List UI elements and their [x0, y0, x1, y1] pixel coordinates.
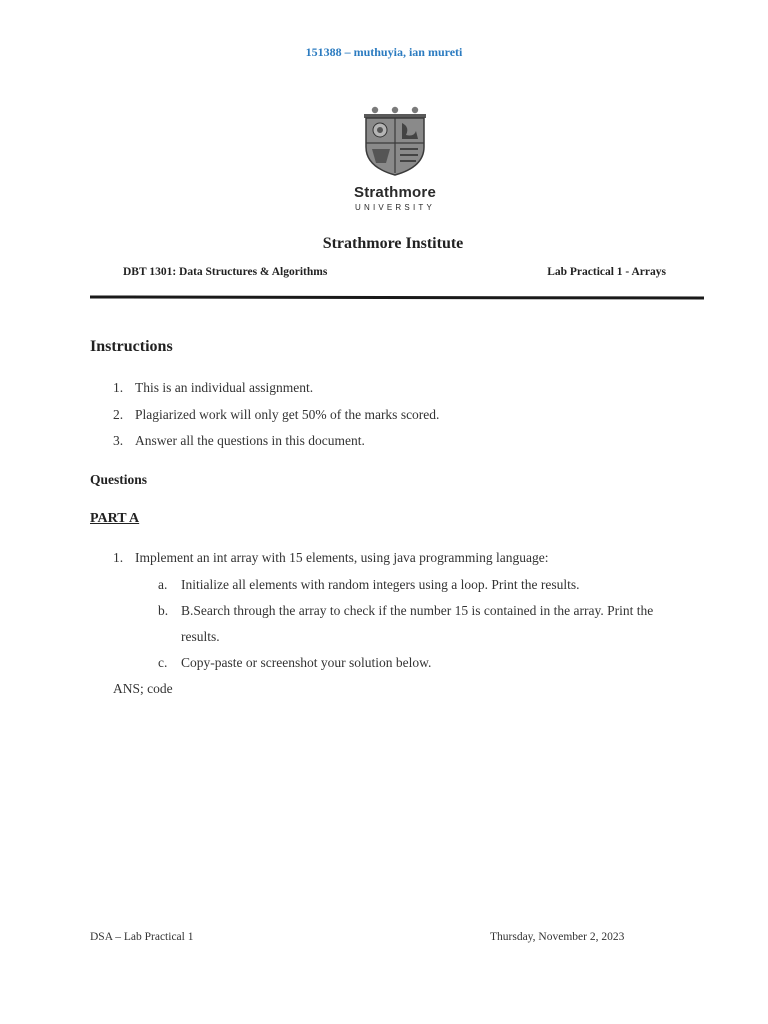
answer-text: ANS; code	[113, 681, 173, 696]
list-text: Answer all the questions in this document.	[135, 433, 365, 448]
list-text: This is an individual assignment.	[135, 380, 314, 395]
sub-question-text: B.Search through the array to check if the number 15 is contained in the array. Print the	[181, 603, 654, 618]
footer-left: DSA – Lab Practical 1	[90, 931, 194, 943]
university-logo	[340, 105, 450, 215]
questions-heading: Questions	[90, 472, 148, 487]
lab-title: Lab Practical 1 - Arrays	[547, 266, 666, 278]
list-number: 3.	[113, 433, 124, 448]
sub-question-letter: b.	[158, 603, 169, 618]
sub-question-letter: c.	[158, 655, 168, 670]
footer-date: Thursday, November 2, 2023	[490, 931, 625, 943]
logo-subtitle: UNIVERSITY	[354, 203, 435, 212]
sub-question-text: Initialize all elements with random integers using a loop. Print the results.	[181, 577, 580, 592]
logo-wordmark: Strathmore	[353, 184, 437, 201]
list-number: 1.	[113, 380, 124, 395]
list-number: 2.	[113, 407, 124, 422]
instructions-heading: Instructions	[90, 338, 173, 355]
part-heading: PART A	[90, 511, 140, 526]
sub-question-letter: a.	[158, 577, 168, 592]
question-text: Implement an int array with 15 elements, using java programming language:	[135, 550, 549, 565]
question-number: 1.	[113, 550, 124, 565]
sub-question-continuation: results.	[181, 629, 220, 644]
list-text: Plagiarized work will only get 50% of the marks scored.	[135, 407, 440, 422]
course-title: DBT 1301: Data Structures & Algorithms	[123, 266, 328, 278]
sub-question-text: Copy-paste or screenshot your solution below.	[181, 655, 432, 670]
header-divider	[90, 295, 704, 299]
crest-icon	[362, 105, 428, 177]
student-header: 151388 – muthuyia, ian mureti	[305, 45, 463, 59]
institute-title: Strathmore Institute	[322, 235, 464, 252]
